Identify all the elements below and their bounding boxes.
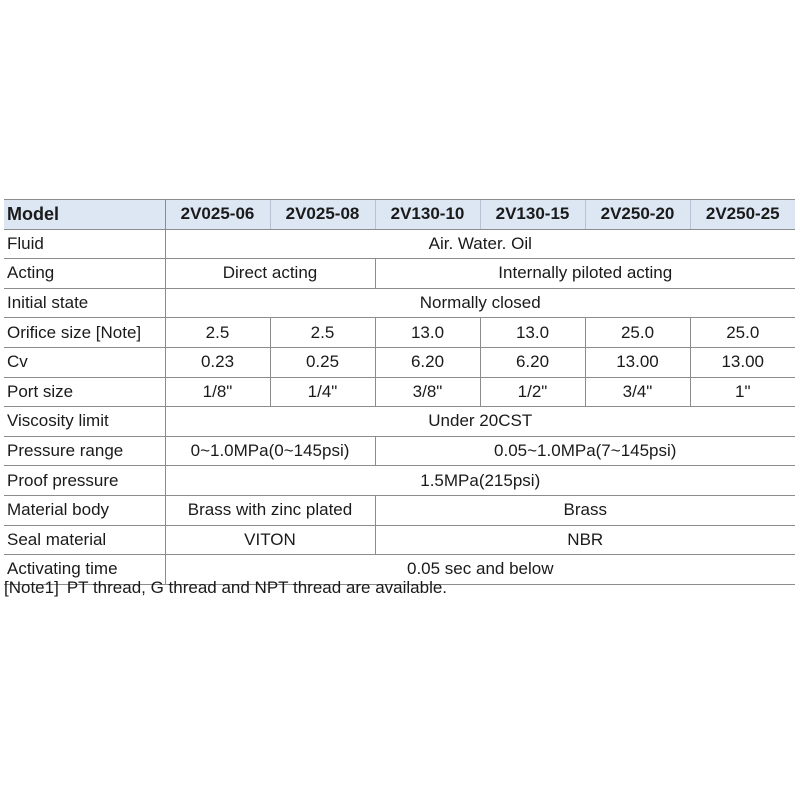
model-column-header: 2V130-15 — [480, 200, 585, 230]
table-row — [4, 229, 795, 259]
fluid-value: Air. Water. Oil — [165, 229, 795, 259]
material-body-high-value: Brass — [375, 495, 795, 525]
model-column-header: 2V250-25 — [690, 200, 795, 230]
table-row — [4, 525, 795, 555]
table-row — [4, 377, 795, 407]
table-row — [4, 407, 795, 437]
port-size-cell: 1/8" — [165, 377, 270, 407]
table-row — [4, 259, 795, 289]
port-size-cell: 1" — [690, 377, 795, 407]
viscosity-limit-value: Under 20CST — [165, 407, 795, 437]
cv-cell: 13.00 — [690, 347, 795, 377]
cv-cell: 13.00 — [585, 347, 690, 377]
acting-piloted-value: Internally piloted acting — [375, 259, 795, 289]
row-label: Material body — [4, 495, 165, 525]
cv-cell: 0.25 — [270, 347, 375, 377]
table-row — [4, 436, 795, 466]
header-row — [4, 200, 795, 230]
pressure-range-high-value: 0.05~1.0MPa(7~145psi) — [375, 436, 795, 466]
table-row — [4, 318, 795, 348]
row-label: Port size — [4, 377, 165, 407]
orifice-size-cell: 2.5 — [270, 318, 375, 348]
proof-pressure-value: 1.5MPa(215psi) — [165, 466, 795, 496]
pressure-range-low-value: 0~1.0MPa(0~145psi) — [165, 436, 375, 466]
footnote-tag: [Note1] — [4, 578, 59, 597]
footnote — [4, 576, 447, 600]
table-row — [4, 288, 795, 318]
row-label: Fluid — [4, 229, 165, 259]
row-label: Seal material — [4, 525, 165, 555]
cv-cell: 0.23 — [165, 347, 270, 377]
orifice-size-cell: 2.5 — [165, 318, 270, 348]
row-label: Proof pressure — [4, 466, 165, 496]
seal-material-high-value: NBR — [375, 525, 795, 555]
table-row — [4, 495, 795, 525]
port-size-cell: 3/4" — [585, 377, 690, 407]
row-label: Initial state — [4, 288, 165, 318]
row-label: Cv — [4, 347, 165, 377]
table-row — [4, 347, 795, 377]
orifice-size-cell: 13.0 — [375, 318, 480, 348]
activating-time-value: 0.05 sec and below — [165, 555, 795, 585]
row-label: Pressure range — [4, 436, 165, 466]
model-column-header: 2V025-06 — [165, 200, 270, 230]
acting-direct-value: Direct acting — [165, 259, 375, 289]
port-size-cell: 3/8" — [375, 377, 480, 407]
cv-cell: 6.20 — [480, 347, 585, 377]
row-label: Activating time — [4, 555, 165, 585]
seal-material-low-value: VITON — [165, 525, 375, 555]
header-label: Model — [4, 200, 165, 230]
spec-table — [4, 199, 795, 585]
material-body-low-value: Brass with zinc plated — [165, 495, 375, 525]
row-label: Orifice size [Note] — [4, 318, 165, 348]
footnote-text: PT thread, G thread and NPT thread are available. — [66, 578, 448, 597]
orifice-size-cell: 25.0 — [690, 318, 795, 348]
model-column-header: 2V250-20 — [585, 200, 690, 230]
orifice-size-cell: 25.0 — [585, 318, 690, 348]
row-label: Acting — [4, 259, 165, 289]
port-size-cell: 1/2" — [480, 377, 585, 407]
model-column-header: 2V025-08 — [270, 200, 375, 230]
cv-cell: 6.20 — [375, 347, 480, 377]
port-size-cell: 1/4" — [270, 377, 375, 407]
initial-state-value: Normally closed — [165, 288, 795, 318]
orifice-size-cell: 13.0 — [480, 318, 585, 348]
row-label: Viscosity limit — [4, 407, 165, 437]
model-column-header: 2V130-10 — [375, 200, 480, 230]
table-row — [4, 466, 795, 496]
